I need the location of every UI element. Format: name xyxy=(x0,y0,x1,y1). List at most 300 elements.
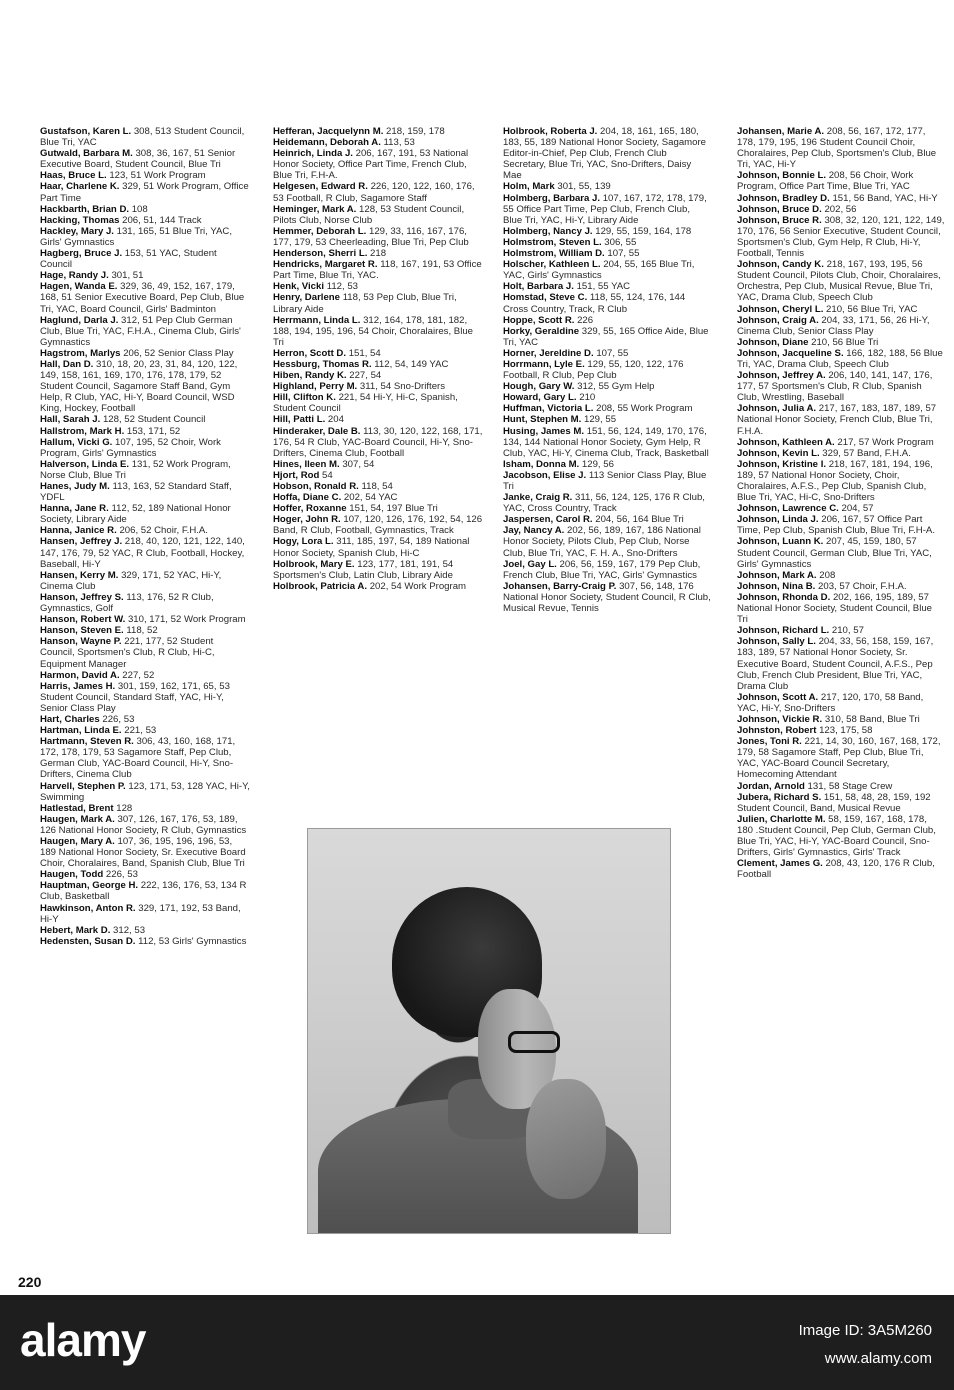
entry-details: 217, 120, 170, 58 Band, YAC, Hi-Y, Sno-Drifters xyxy=(737,691,924,714)
index-entry xyxy=(273,503,485,514)
student-name: Johnson, Bonnie L. xyxy=(737,170,827,182)
student-name: Johnson, Sally L. xyxy=(737,636,816,648)
index-entry xyxy=(503,292,711,314)
index-entry xyxy=(737,215,945,259)
student-name: Hoffa, Diane C. xyxy=(273,492,342,504)
index-entry xyxy=(503,470,711,492)
entry-details: 206, 56, 159, 167, 179 Pep Club, French Club, Blue Tri, YAC, Girls' Gymnastics xyxy=(503,558,701,581)
index-entry xyxy=(737,781,945,792)
entry-details: 210 xyxy=(579,392,596,404)
index-entry xyxy=(737,570,945,581)
student-portrait-photo xyxy=(307,828,671,1234)
entry-details: 206, 51, 144 Track xyxy=(122,214,202,226)
student-name: Hemmer, Deborah L. xyxy=(273,225,367,237)
student-name: Harvell, Stephen P. xyxy=(40,780,126,792)
index-entry xyxy=(737,636,945,691)
entry-details: 151, 58, 48, 28, 159, 192 Student Council, Band, Musical Revue xyxy=(737,791,931,814)
student-name: Hackley, Mary J. xyxy=(40,225,114,237)
index-entry xyxy=(273,126,485,137)
index-entry xyxy=(273,514,485,536)
entry-details: 153, 51 YAC, Student Council xyxy=(40,248,217,271)
hand-shape xyxy=(526,1079,606,1199)
entry-details: 312, 55 Gym Help xyxy=(577,381,655,393)
index-entry xyxy=(40,481,250,503)
index-entry xyxy=(40,315,250,348)
student-name: Hawkinson, Anton R. xyxy=(40,902,136,914)
entry-details: 118, 54 xyxy=(361,481,393,492)
index-entry xyxy=(737,792,945,814)
index-entry xyxy=(503,581,711,614)
student-name: Johnson, Richard L. xyxy=(737,625,830,637)
index-entry xyxy=(503,426,711,459)
index-entry xyxy=(40,248,250,270)
index-entry xyxy=(737,193,945,204)
index-entry xyxy=(737,448,945,459)
entry-details: 301, 55, 139 xyxy=(557,181,611,193)
index-entry xyxy=(503,492,711,514)
student-name: Hage, Randy J. xyxy=(40,270,109,282)
entry-details: 123, 175, 58 xyxy=(819,725,873,737)
index-entry xyxy=(737,459,945,503)
index-entry xyxy=(503,392,711,403)
index-entry xyxy=(737,581,945,592)
entry-details: 329, 55, 165 Office Aide, Blue Tri, YAC xyxy=(503,325,709,348)
entry-details: 226 xyxy=(577,314,594,326)
student-name: Hanson, Steven E. xyxy=(40,625,124,637)
entry-details: 208 xyxy=(819,569,836,581)
index-entry xyxy=(737,514,945,536)
entry-details: 128 xyxy=(116,802,133,814)
index-entry xyxy=(273,381,485,392)
entry-details: 203, 57 Choir, F.H.A. xyxy=(818,580,907,592)
entry-details: 312, 164, 178, 181, 182, 188, 194, 195, 196, 54 Choir, Choralaires, Blue Tri xyxy=(273,314,474,348)
watermark-url: www.alamy.com xyxy=(824,1350,932,1367)
index-entry xyxy=(737,625,945,636)
student-name: Holm, Mark xyxy=(503,181,555,193)
entry-details: 221, 177, 52 Student Council, Sportsmen's Club, R Club, Hi-C, Equipment Manager xyxy=(40,636,215,670)
entry-details: 54 xyxy=(322,469,333,481)
entry-details: 204, 55, 165 Blue Tri, YAC, Girls' Gymnastics xyxy=(503,259,695,282)
student-name: Hoger, John R. xyxy=(273,514,341,526)
entry-details: 129, 55, 159, 164, 178 xyxy=(595,225,692,237)
student-name: Joel, Gay L. xyxy=(503,558,557,570)
entry-details: 307, 54 xyxy=(342,458,375,470)
index-entry xyxy=(273,181,485,203)
index-entry xyxy=(503,226,711,237)
entry-details: 206, 167, 57 Office Part Time, Pep Club, Spanish Club, Blue Tri, F.H-A. xyxy=(737,514,935,537)
student-name: Johnson, Rhonda D. xyxy=(737,591,831,603)
student-name: Hough, Gary W. xyxy=(503,381,575,393)
entry-details: 308, 36, 167, 51 Senior Executive Board, Student Council, Blue Tri xyxy=(40,148,236,171)
student-name: Hagberg, Bruce J. xyxy=(40,248,123,260)
entry-details: 208, 56 Choir, Work Program, Office Part Time, Blue Tri, YAC xyxy=(737,170,914,193)
entry-details: 308, 32, 120, 121, 122, 149, 170, 176, 56 Senior Executive, Student Council, Sportsmen's Club, Gym Help, R Club, Hi-Y, Football, Tennis xyxy=(737,214,945,260)
index-entry xyxy=(737,259,945,303)
student-name: Gutwald, Barbara M. xyxy=(40,148,133,160)
student-name: Haugen, Mark A. xyxy=(40,813,115,825)
index-entry xyxy=(503,315,711,326)
entry-details: 113 Senior Class Play, Blue Tri xyxy=(503,469,707,492)
index-entry xyxy=(503,259,711,281)
student-name: Highland, Perry M. xyxy=(273,381,358,393)
index-entry xyxy=(40,781,250,803)
index-entry xyxy=(40,592,250,614)
index-entry xyxy=(737,692,945,714)
entry-details: 206, 52 Senior Class Play xyxy=(123,347,234,359)
entry-details: 118, 167, 191, 53 Office Part Time, Blue Tri, YAC. xyxy=(273,259,482,282)
index-entry xyxy=(737,437,945,448)
student-name: Jones, Toni R. xyxy=(737,736,802,748)
watermark-image-id: Image ID: 3A5M260 xyxy=(798,1322,932,1339)
entry-details: 218 xyxy=(370,248,387,260)
student-name: Johansen, Marie A. xyxy=(737,126,825,137)
entry-details: 113, 53 xyxy=(383,137,415,149)
entry-details: 206, 52 Choir, F.H.A. xyxy=(119,525,208,537)
index-entry xyxy=(503,281,711,292)
index-entry xyxy=(737,725,945,736)
entry-details: 222, 136, 176, 53, 134 R Club, Basketball xyxy=(40,880,247,903)
index-entry xyxy=(273,259,485,281)
entry-details: 202, 54 Work Program xyxy=(369,580,467,592)
index-entry xyxy=(737,536,945,569)
index-entry xyxy=(40,426,250,437)
entry-details: 310, 18, 20, 23, 31, 84, 120, 122, 149, 158, 161, 169, 170, 176, 178, 179, 52 Student Council, Sagamore Staff Band, Gym Help, R Club, YAC, Hi-Y, Board Council, WSD King, Hockey, Football xyxy=(40,358,238,415)
entry-details: 218, 167, 193, 195, 56 Student Council, Pilots Club, Choir, Choralaires, Orchestra, Pep Club, Musical Revue, Blue Tri, YAC, Drama Club, Speech Club xyxy=(737,259,941,304)
student-name: Heminger, Mark A. xyxy=(273,203,357,215)
student-name: Herron, Scott D. xyxy=(273,347,347,359)
entry-details: 123, 171, 53, 128 YAC, Hi-Y, Swimming xyxy=(40,780,250,803)
student-name: Haas, Bruce L. xyxy=(40,170,107,182)
entry-details: 113, 176, 52 R Club, Gymnastics, Golf xyxy=(40,591,214,615)
student-name: Hansen, Kerry M. xyxy=(40,569,119,581)
student-name: Johnson, Bradley D. xyxy=(737,192,830,204)
student-name: Johnson, Lawrence C. xyxy=(737,503,839,515)
index-entry xyxy=(503,193,711,226)
index-entry xyxy=(40,869,250,880)
entry-details: 129, 55, 120, 122, 176 Football, R Club, Pep Club xyxy=(503,358,684,382)
student-name: Gustafson, Karen L. xyxy=(40,126,132,137)
student-name: Henk, Vicki xyxy=(273,281,325,293)
entry-details: 118, 55, 124, 176, 144 Cross Country, Track, R Club xyxy=(503,292,686,315)
index-entry xyxy=(737,503,945,514)
student-name: Jacobson, Elise J. xyxy=(503,469,587,481)
entry-details: 206, 167, 191, 53 National Honor Society, Office Part Time, French Club, Blue Tri, F.H-A. xyxy=(273,148,469,182)
student-name: Holbrook, Mary E. xyxy=(273,558,355,570)
index-entry xyxy=(40,226,250,248)
entry-details: 113, 163, 52 Standard Staff, YDFL xyxy=(40,481,232,504)
entry-details: 112, 54, 149 YAC xyxy=(374,358,449,370)
index-entry xyxy=(503,403,711,414)
student-name: Hartman, Linda E. xyxy=(40,725,122,737)
student-name: Julien, Charlotte M. xyxy=(737,813,826,825)
index-entry xyxy=(737,858,945,880)
student-name: Hallstrom, Mark H. xyxy=(40,425,125,437)
entry-details: 227, 52 xyxy=(122,669,155,681)
student-name: Horrmann, Lyle E. xyxy=(503,358,585,370)
entry-details: 307, 56, 148, 176 National Honor Society, Student Council, R Club, Musical Revue, Tennis xyxy=(503,580,711,615)
student-name: Hendricks, Margaret R. xyxy=(273,259,378,271)
index-entry xyxy=(40,880,250,902)
index-entry xyxy=(273,481,485,492)
student-name: Holmberg, Barbara J. xyxy=(503,192,601,204)
index-entry xyxy=(40,814,250,836)
index-entry xyxy=(503,359,711,381)
student-name: Hart, Charles xyxy=(40,713,100,725)
entry-details: 329, 51 Work Program, Office Part Time xyxy=(40,181,249,204)
student-name: Henry, Darlene xyxy=(273,292,341,304)
entry-details: 308, 513 Student Council, Blue Tri, YAC xyxy=(40,126,245,149)
index-entry xyxy=(737,204,945,215)
entry-details: 151, 54 xyxy=(348,347,381,359)
entry-details: 131, 165, 51 Blue Tri, YAC, Girls' Gymnastics xyxy=(40,225,232,248)
entry-details: 221, 14, 30, 160, 167, 168, 172, 179, 58 Sagamore Staff, Pep Club, Blue Tri, YAC, YAC-Board Council Secretary, Homecoming Attendant xyxy=(737,736,941,781)
entry-details: 208, 43, 120, 176 R Club, Football xyxy=(737,858,935,881)
index-entry xyxy=(737,370,945,403)
page-number: 220 xyxy=(18,1274,42,1290)
entry-details: 118, 52 xyxy=(126,625,158,637)
entry-details: 329, 57 Band, F.H.A. xyxy=(822,447,911,459)
student-name: Hines, Ileen M. xyxy=(273,458,340,470)
entry-details: 218, 167, 181, 194, 196, 189, 57 National Honor Society, Choir, Choralaires, A.F.S., Pep Club, Spanish Club, Blue Tri, YAC, Hi-C, Sno-Drifters xyxy=(737,458,933,504)
student-name: Hill, Clifton K. xyxy=(273,392,336,404)
entry-details: 301, 51 xyxy=(111,270,144,282)
student-name: Hanson, Wayne P. xyxy=(40,636,122,648)
entry-details: 113, 30, 120, 122, 168, 171, 176, 54 R Club, YAC-Board Council, Hi-Y, Sno-Drifters, Cinema Club, Football xyxy=(273,425,483,459)
index-entry xyxy=(273,226,485,248)
entry-details: 204, 33, 171, 56, 26 Hi-Y, Cinema Club, Senior Class Play xyxy=(737,314,930,337)
student-name: Johnston, Robert xyxy=(737,725,817,737)
entry-details: 112, 53 xyxy=(326,281,358,293)
index-entry xyxy=(737,736,945,780)
student-name: Hagen, Wanda E. xyxy=(40,281,118,293)
index-entry xyxy=(40,670,250,681)
entry-details: 128, 52 Student Council xyxy=(102,414,206,426)
student-name: Hagstrom, Marlys xyxy=(40,347,121,359)
student-name: Harmon, David A. xyxy=(40,669,120,681)
index-entry xyxy=(273,426,485,459)
student-name: Johnson, Vickie R. xyxy=(737,713,823,725)
student-name: Johnson, Linda J. xyxy=(737,514,819,526)
entry-details: 153, 171, 52 xyxy=(126,425,181,437)
entry-details: 301, 159, 162, 171, 65, 53 Student Council, Standard Staff, YAC, Hi-Y, Senior Class Play xyxy=(40,680,230,714)
entry-details: 329, 171, 192, 53 Band, Hi-Y xyxy=(40,902,241,925)
index-entry xyxy=(40,803,250,814)
student-name: Holbrook, Patricia A. xyxy=(273,580,368,592)
index-entry xyxy=(40,281,250,314)
student-name: Johnson, Candy K. xyxy=(737,259,824,271)
entry-details: 226, 120, 122, 160, 176, 53 Football, R Club, Sagamore Staff xyxy=(273,181,475,204)
student-name: Hoffer, Roxanne xyxy=(273,503,347,515)
index-entry xyxy=(40,614,250,625)
student-name: Hartmann, Steven R. xyxy=(40,736,134,748)
index-entry xyxy=(40,636,250,669)
student-name: Holt, Barbara J. xyxy=(503,281,574,293)
index-entry xyxy=(40,503,250,525)
entry-details: 108 xyxy=(131,203,148,215)
entry-details: 204, 57 xyxy=(841,503,874,515)
entry-details: 307, 126, 167, 176, 53, 189, 126 National Honor Society, R Club, Gymnastics xyxy=(40,813,247,836)
entry-details: 131, 58 Stage Crew xyxy=(807,780,893,792)
entry-details: 129, 55 xyxy=(584,414,617,426)
student-name: Johnson, Jacqueline S. xyxy=(737,347,844,359)
student-name: Johnson, Jeffrey A. xyxy=(737,370,826,382)
student-name: Holscher, Kathleen L. xyxy=(503,259,601,271)
index-entry xyxy=(273,492,485,503)
index-entry xyxy=(737,337,945,348)
student-name: Hogy, Lora L. xyxy=(273,536,334,548)
student-name: Janke, Craig R. xyxy=(503,492,573,504)
student-name: Johnson, Bruce D. xyxy=(737,203,822,215)
student-name: Hanna, Janice R. xyxy=(40,525,117,537)
entry-details: 112, 53 Girls' Gymnastics xyxy=(138,935,247,947)
student-name: Johnson, Julia A. xyxy=(737,403,817,415)
entry-details: 202, 54 YAC xyxy=(343,492,398,504)
entry-details: 207, 45, 159, 180, 57 Student Council, German Club, Blue Tri, YAC, Girls' Gymnastics xyxy=(737,536,932,570)
entry-details: 151, 54, 197 Blue Tri xyxy=(349,503,438,515)
entry-details: 208, 56, 167, 172, 177, 178, 179, 195, 196 Student Council Choir, Choralaires, Pep Club, Sportsmen's Club, Blue Tri, YAC, Hi-Y xyxy=(737,126,937,171)
student-name: Hanson, Robert W. xyxy=(40,614,126,626)
student-name: Johnson, Diane xyxy=(737,336,809,348)
index-entry xyxy=(40,270,250,281)
entry-details: 202, 56 xyxy=(824,203,857,215)
entry-details: 221, 54 Hi-Y, Hi-C, Spanish, Student Council xyxy=(273,392,458,415)
entry-details: 329, 171, 52 YAC, Hi-Y, Cinema Club xyxy=(40,569,222,592)
index-column-2 xyxy=(273,126,485,592)
entry-details: 204 xyxy=(327,414,344,426)
glasses-icon xyxy=(508,1031,560,1053)
entry-details: 208, 55 Work Program xyxy=(596,403,693,415)
student-name: Haar, Charlene K. xyxy=(40,181,120,193)
index-entry xyxy=(40,625,250,636)
student-name: Hanson, Jeffrey S. xyxy=(40,591,124,603)
index-entry xyxy=(503,514,711,525)
student-name: Hill, Patti L. xyxy=(273,414,326,426)
student-name: Heidemann, Deborah A. xyxy=(273,137,381,149)
entry-details: 112, 52, 189 National Honor Society, Library Aide xyxy=(40,503,231,526)
entry-details: 218, 40, 120, 121, 122, 140, 147, 176, 79, 52 YAC, R Club, Football, Hockey, Baseball, Hi-Y xyxy=(40,536,245,570)
index-entry xyxy=(737,814,945,858)
index-entry xyxy=(40,725,250,736)
entry-details: 312, 53 xyxy=(113,924,146,936)
student-name: Hunt, Stephen M. xyxy=(503,414,582,426)
index-entry xyxy=(273,248,485,259)
entry-details: 218, 159, 178 xyxy=(386,126,445,137)
student-name: Hall, Sarah J. xyxy=(40,414,101,426)
index-entry xyxy=(40,525,250,536)
index-entry xyxy=(40,204,250,215)
entry-details: 226, 53 xyxy=(102,713,135,725)
entry-details: 107, 55 xyxy=(607,248,640,260)
student-name: Hebert, Mark D. xyxy=(40,924,111,936)
index-entry xyxy=(40,536,250,569)
student-name: Hjort, Rod xyxy=(273,469,320,481)
index-entry xyxy=(737,170,945,192)
student-name: Haglund, Darla J. xyxy=(40,314,119,326)
index-entry xyxy=(503,237,711,248)
student-name: Johnson, Craig A. xyxy=(737,314,819,326)
entry-details: 206, 140, 141, 147, 176, 177, 57 Sportsmen's Club, R Club, Spanish Club, Wrestling, Baseball xyxy=(737,370,933,404)
index-entry xyxy=(737,315,945,337)
index-entry xyxy=(273,281,485,292)
student-name: Haugen, Todd xyxy=(40,869,104,881)
student-name: Hallum, Vicki G. xyxy=(40,436,113,448)
student-name: Jubera, Richard S. xyxy=(737,791,822,803)
index-entry xyxy=(273,315,485,348)
student-name: Hiben, Randy K. xyxy=(273,370,347,382)
index-entry xyxy=(40,181,250,203)
student-name: Heinrich, Linda J. xyxy=(273,148,353,160)
student-name: Hanna, Jane R. xyxy=(40,503,109,515)
index-entry xyxy=(40,681,250,714)
index-entry xyxy=(40,714,250,725)
index-entry xyxy=(503,459,711,470)
entry-details: 151, 55 YAC xyxy=(576,281,631,293)
student-name: Halverson, Linda E. xyxy=(40,458,130,470)
student-name: Helgesen, Edward R. xyxy=(273,181,368,193)
entry-details: 310, 58 Band, Blue Tri xyxy=(824,713,920,725)
student-name: Johnson, Kathleen A. xyxy=(737,436,835,448)
student-name: Clement, James G. xyxy=(737,858,823,870)
student-name: Johnson, Cheryl L. xyxy=(737,303,824,315)
index-column-4 xyxy=(737,126,945,880)
index-entry xyxy=(40,215,250,226)
index-entry xyxy=(40,170,250,181)
entry-details: 306, 43, 160, 168, 171, 172, 178, 179, 53 Sagamore Staff, Pep Club, German Club, YAC-Board Council, Hi-Y, Sno-Drifters, Cinema Club xyxy=(40,736,236,781)
student-name: Hobson, Ronald R. xyxy=(273,481,359,492)
index-entry xyxy=(737,403,945,436)
entry-details: 310, 171, 52 Work Program xyxy=(127,614,246,626)
student-name: Johnson, Mark A. xyxy=(737,569,817,581)
index-entry xyxy=(737,304,945,315)
index-entry xyxy=(40,414,250,425)
student-name: Johnson, Scott A. xyxy=(737,691,819,703)
index-entry xyxy=(503,559,711,581)
entry-details: 217, 57 Work Program xyxy=(837,436,934,448)
entry-details: 107, 167, 172, 178, 179, 55 Office Part Time, Pep Club, French Club, Blue Tri, YAC, Hi-Y, Library Aide xyxy=(503,192,707,226)
index-entry xyxy=(273,137,485,148)
index-entry xyxy=(273,536,485,558)
entry-details: 221, 53 xyxy=(124,725,157,737)
entry-details: 118, 53 Pep Club, Blue Tri, Library Aide xyxy=(273,292,457,315)
index-entry xyxy=(40,359,250,414)
index-entry xyxy=(273,204,485,226)
index-entry xyxy=(40,459,250,481)
entry-details: 306, 55 xyxy=(604,236,637,248)
watermark-brand: alamy xyxy=(20,1314,146,1366)
index-entry xyxy=(503,248,711,259)
student-name: Johnson, Kevin L. xyxy=(737,447,820,459)
index-entry xyxy=(737,714,945,725)
index-entry xyxy=(737,126,945,170)
index-entry xyxy=(273,348,485,359)
student-name: Hansen, Jeffrey J. xyxy=(40,536,123,548)
entry-details: 312, 51 Pep Club German Club, Blue Tri, YAC, F.H.A., Cinema Club, Girls' Gymnastics xyxy=(40,314,241,348)
index-entry xyxy=(40,126,250,148)
student-name: Jay, Nancy A. xyxy=(503,525,565,537)
entry-details: 210, 56 Blue Tri xyxy=(811,336,879,348)
index-entry xyxy=(273,392,485,414)
student-name: Hauptman, George H. xyxy=(40,880,139,892)
entry-details: 166, 182, 188, 56 Blue Tri, YAC, Drama Club, Speech Club xyxy=(737,347,943,370)
student-name: Hatlestad, Brent xyxy=(40,802,114,814)
student-name: Hall, Dan D. xyxy=(40,358,94,370)
index-entry xyxy=(40,936,250,947)
index-entry xyxy=(273,581,485,592)
student-name: Husing, James M. xyxy=(503,425,585,437)
entry-details: 123, 177, 181, 191, 54 Sportsmen's Club, Latin Club, Library Aide xyxy=(273,558,454,581)
student-name: Hoppe, Scott R. xyxy=(503,314,575,326)
entry-details: 123, 51 Work Program xyxy=(109,170,206,182)
